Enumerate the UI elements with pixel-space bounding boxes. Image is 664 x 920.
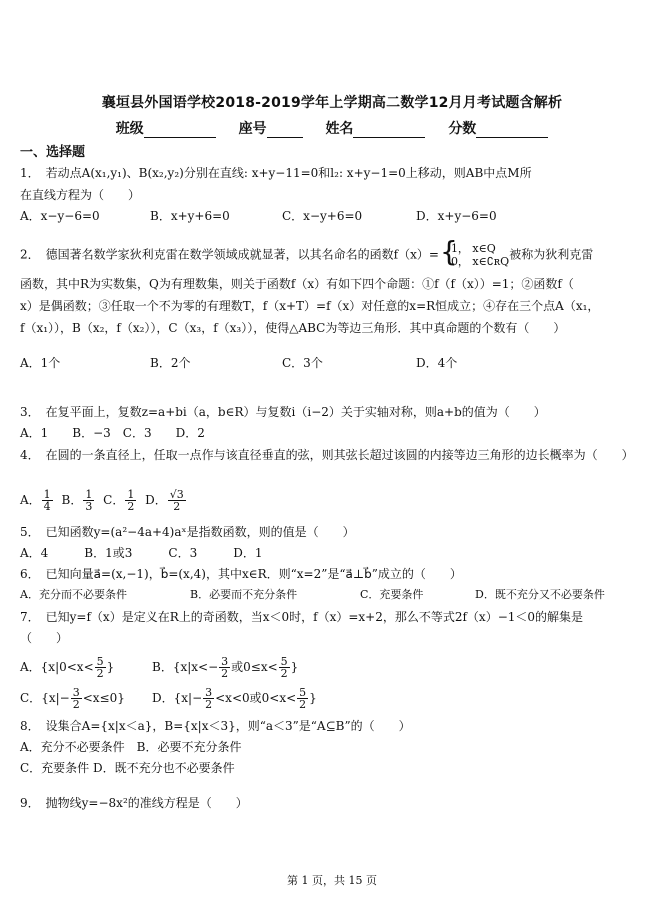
q4-option-a[interactable]: A． $\frac{1}{4}$ [20,488,51,513]
q1-option-d[interactable]: D．x+y−6=0 [416,209,497,223]
question-2-line-2: 函数，其中R为实数集，Q为有理数集，则关于函数f（x）有如下四个命题：①f（f（x））=1；②函数f（ [20,277,574,291]
question-1-cont: 在直线方程为（ ） [20,188,141,202]
q7-option-b[interactable]: B．{x|x<− $\frac{3}{2}$ 或0≤x< $\frac{5}{2}$ } [152,655,299,680]
field-class-blank[interactable] [144,123,216,138]
field-name: 姓名 [325,118,425,138]
question-8-options-2: C．充要条件 D．既不充分也不必要条件 [20,761,235,775]
q7-option-c[interactable]: C．{x|− $\frac{3}{2}$ <x≤0} [20,686,125,711]
page-footer: 第 1 页，共 15 页 [287,874,377,887]
q6-option-a[interactable]: A．充分而不必要条件 [20,588,127,601]
question-2-options [20,355,646,371]
field-class: 班级 [116,118,216,138]
q2-option-d[interactable]: D．4个 [416,356,458,370]
question-2-line-3: x）是偶函数；③任取一个不为零的有理数T，f（x+T）=f（x）对任意的x=R恒成立；④存在三个点A（x₁， [20,299,600,313]
q6-option-b[interactable]: B．必要而不充分条件 [190,588,298,601]
piecewise-brace: { 1， x∈Q 0， x∈∁ʀQ [441,242,509,268]
q2-option-c[interactable]: C．3个 [282,356,323,370]
question-7-cont: （ ） [20,631,69,645]
question-9: 9． 抛物线y=−8x²的准线方程是（ ） [20,796,248,810]
q4-option-d[interactable]: D． $\frac{√3}{2}$ [145,488,184,513]
question-1: 1． 若动点A(x₁,y₁)、B(x₂,y₂)分别在直线: x+y−11=0和l₂: x+y−1=0上移动，则AB中点M所 [20,166,532,180]
section-heading: 一、选择题 [20,145,86,160]
field-score-blank[interactable] [476,123,548,138]
question-6: 6． 已知向量a⃗=(x,−1)，b⃗=(x,4)，其中x∈R．则“x=2”是“a⃗⊥b⃗”成立的（ ） [20,567,462,581]
q4-option-c[interactable]: C． $\frac{1}{2}$ [103,488,135,513]
question-8: 8． 设集合A={x|x＜a}，B={x|x＜3}，则“a＜3”是“A⊆B”的（ ） [20,719,411,733]
question-7-options-cd [20,686,646,710]
question-8-options-1: A．充分不必要条件 B．必要不充分条件 [20,740,242,754]
question-3: 3． 在复平面上，复数z=a+bi（a，b∈R）与复数i（i−2）关于实轴对称，则a+b的值为（ ） [20,405,546,419]
question-6-options [20,587,646,603]
field-name-blank[interactable] [353,123,425,138]
question-5-options: A．4 B．1或3 C．3 D．1 [20,546,263,560]
q7-option-a[interactable]: A．{x|0<x< $\frac{5}{2}$ } [20,655,115,680]
question-2-line-4: f（x₁）），B（x₂，f（x₂）），C（x₃，f（x₃）），使得△ABC为等边三角形．其中真命题的个数有（ ） [20,321,566,335]
question-7-options-ab [20,655,646,679]
field-score: 分数 [448,118,548,138]
question-1-options [20,208,646,224]
question-4-options [20,488,646,512]
question-7: 7． 已知y=f（x）是定义在R上的奇函数，当x＜0时，f（x）=x+2，那么不等式2f（x）−1＜0的解集是 [20,610,584,624]
q7-option-d[interactable]: D．{x|− $\frac{3}{2}$ <x<0或0<x< $\frac{5}{2}$ } [152,686,317,711]
field-seat: 座号 [239,118,303,138]
page-title: 襄垣县外国语学校2018-2019学年上学期高二数学12月月考试题含解析 [101,95,563,111]
question-5: 5． 已知函数y=(a²−4a+4)aˣ是指数函数，则的值是（ ） [20,525,355,539]
q1-option-a[interactable]: A．x−y−6=0 [20,209,100,223]
question-3-options: A．1 B．−3 C．3 D．2 [20,426,205,440]
q4-option-b[interactable]: B． $\frac{1}{3}$ [61,488,93,513]
student-info-fields [0,118,664,138]
q1-option-b[interactable]: B．x+y+6=0 [150,209,230,223]
q2-option-a[interactable]: A．1个 [20,356,61,370]
q2-option-b[interactable]: B．2个 [150,356,191,370]
q6-option-c[interactable]: C．充要条件 [360,588,424,601]
question-2: 2． 德国著名数学家狄利克雷在数学领域成就显著，以其名命名的函数f（x）= { 1， x∈Q 0， x∈∁ʀQ 被称为狄利克雷 [20,242,646,268]
q1-option-c[interactable]: C．x−y+6=0 [282,209,363,223]
q6-option-d[interactable]: D．既不充分又不必要条件 [475,588,605,601]
field-seat-blank[interactable] [267,123,303,138]
question-4: 4． 在圆的一条直径上，任取一点作与该直径垂直的弦，则其弦长超过该圆的内接等边三角形的边长概率为（ ） [20,448,634,462]
